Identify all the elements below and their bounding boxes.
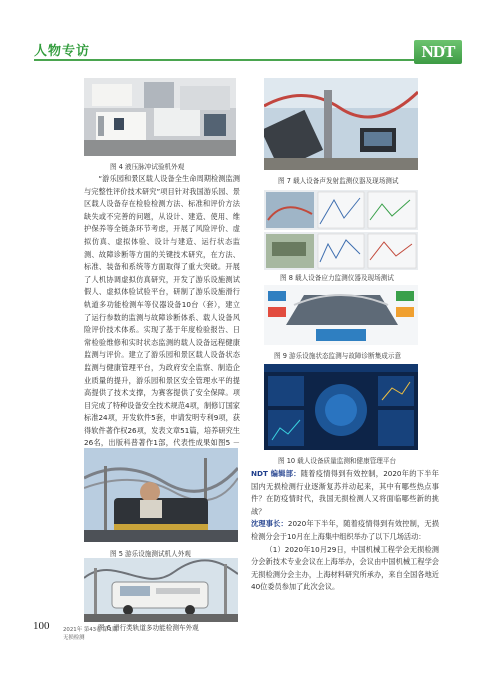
answer-item-1: （1）2020年10月29日，中国机械工程学会无损检测分会新技术专业会议在上海举办，会议由中国机械工程学会无损检测分会主办，上海材料研究所承办，来自全国各地近40位委员参加了此次会议。 <box>251 544 439 592</box>
figure-6-caption: 图 6 滑行类轨道多功能检测车外观 <box>98 624 199 632</box>
figure-7-caption: 图 7 载人设备声发射监测仪器及现场测试 <box>278 177 399 185</box>
ndt-logo <box>414 40 462 64</box>
figure-10-caption: 图 10 载人设备质量监测和健康管理平台 <box>278 457 397 465</box>
journal-name: 无损检测 <box>63 635 85 641</box>
question-lead: NDT 编辑部： <box>251 469 301 478</box>
figure-5-caption: 图 5 游乐设施测试机人外观 <box>110 550 191 558</box>
figure-9-diagram <box>264 285 418 345</box>
page-number: 100 <box>33 620 50 632</box>
left-paragraph: “游乐园和景区载人设备全生命周期检测监测与完整性评价技术研究”项目针对我国游乐园、景区载人设备存在检验检测方法、标准和评价方法缺失或不完善的问题，从设计、建造、使用、维护保养等全链条环节考虑，开展了风险评价、虚拟仿真、虚拟体验、设计与建造、运行状态监测、故障诊断等方面的关键技术研究，在方法、标准、装备和系统等方面取得了重大突破。开展了人机协调虚拟仿真研究，开发了游乐设施测试假人、虚拟体验试验平台，研制了游乐设施滑行轨道多功能检测车等仪器设备10台（套），建立了运行参数的监测与故障诊断体系、载人设备风险评价技术体系。实现了基于年度检验报告、日常检验维修和实时状态监测的载人设备远程健康监测与评价。建立了游乐园和景区载人设备状态监测与健康管理平台，为政府安全监察、制造企业质量的提升，游乐园和景区安全管理水平的提高提供了技术支撑，为赛客提供了安全保障。项目完成了特种设备安全技术规范4项，制修订国家标准24项，开发软件5套，申请发明专利9项，获得软件著作权26项，发表文章51篇，培养研究生26名，出版科普著作1部，代表性成果如图5 － <box>84 174 240 448</box>
answer-text: 2020年下半年，随着疫情得到有效控制，无损检测分会于10月在上海集中组织举办了以下几场活动： <box>251 519 439 541</box>
figure-8-photo <box>264 190 418 230</box>
left-column-body <box>84 173 240 463</box>
figure-8-caption: 图 8 载人设备应力监测仪器及现场测试 <box>280 274 394 282</box>
journal-info <box>63 626 117 642</box>
figure-9-caption: 图 9 游乐设施状态监测与故障诊断集成示意 <box>274 352 402 360</box>
figure-4-caption: 图 4 液压脉冲试验机外观 <box>110 163 185 171</box>
figure-7-photo <box>264 78 418 170</box>
question-paragraph <box>251 468 439 518</box>
journal-issue: 2021年 第43卷 第1期 <box>63 627 118 633</box>
answer-lead: 沈理事长： <box>251 519 288 529</box>
section-title: 人物专访 <box>34 44 91 59</box>
figure-4-photo <box>84 78 236 156</box>
question-text: 随着疫情得到有效控制，2020年的下半年国内无损检测行业逐渐复苏并动起来，其中有哪些热点事件？在防疫情时代，我国无损检测人又将面临哪些新的挑战？ <box>251 469 439 516</box>
figure-8-photo-lower <box>264 232 418 270</box>
figure-5-photo <box>84 448 238 542</box>
logo-text: NDT <box>421 42 455 61</box>
header-rule <box>34 59 416 61</box>
figure-10-screen <box>264 364 418 450</box>
figure-6-photo <box>84 558 238 622</box>
right-column-body <box>251 468 439 594</box>
answer-paragraph <box>251 518 439 543</box>
